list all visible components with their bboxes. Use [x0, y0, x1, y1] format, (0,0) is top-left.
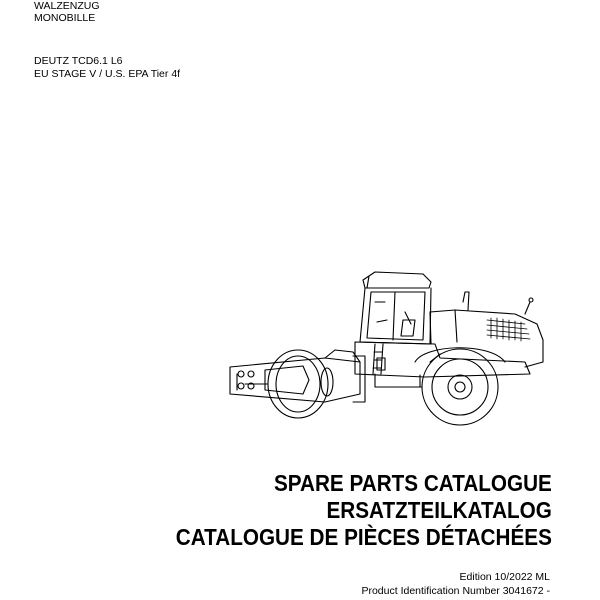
single-drum-roller-icon: [225, 262, 565, 432]
product-id-text: Product Identification Number 3041672 -: [361, 585, 550, 597]
catalogue-titles: [134, 470, 552, 551]
title-french: CATALOGUE DE PIÈCES DÉTACHÉES: [175, 524, 552, 550]
title-german: ERSATZTEILKATALOG: [326, 497, 552, 523]
engine-model: DEUTZ TCD6.1 L6: [34, 55, 123, 67]
machine-type-fr: MONOBILLE: [34, 12, 96, 24]
emission-standard: EU STAGE V / U.S. EPA Tier 4f: [34, 68, 181, 80]
machine-type-de: WALZENZUG: [34, 0, 100, 12]
title-english: SPARE PARTS CATALOGUE: [274, 470, 552, 496]
edition-text: Edition 10/2022 ML: [459, 571, 550, 583]
edition-footer: [361, 570, 550, 598]
